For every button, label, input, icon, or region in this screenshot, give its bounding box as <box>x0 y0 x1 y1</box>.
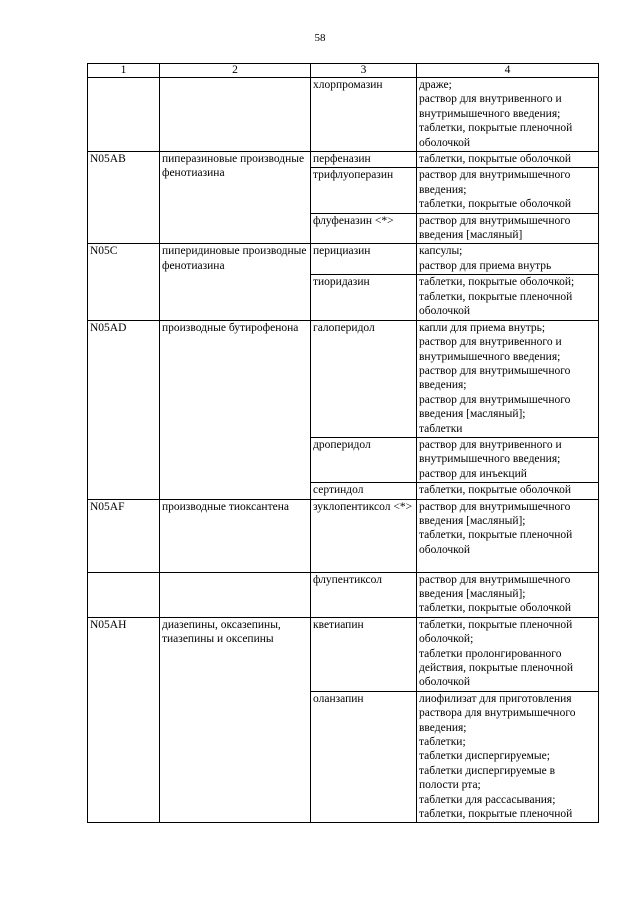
drug-name: хлорпромазин <box>311 78 417 152</box>
group-name: производные тиоксантена <box>160 499 311 572</box>
drug-name: дроперидол <box>311 437 417 482</box>
atc-code: N05AH <box>88 617 160 823</box>
dosage-forms: раствор для внутримышечного введения [масляный] <box>417 213 599 244</box>
atc-code: N05C <box>88 244 160 320</box>
table-row <box>88 320 599 437</box>
column-header: 2 <box>160 64 311 78</box>
atc-code-cell <box>88 572 160 617</box>
table-row <box>88 617 599 691</box>
table-row <box>88 78 599 152</box>
dosage-forms: капли для приема внутрь; раствор для внутривенного и внутримышечного введения; раствор для внутримышечного введения; раствор для внутримышечного введения [масляный]; таблетки <box>417 320 599 437</box>
dosage-forms: драже; раствор для внутривенного и внутримышечного введения; таблетки, покрытые пленочной оболочкой <box>417 78 599 152</box>
dosage-forms: таблетки, покрытые оболочкой; таблетки, покрытые пленочной оболочкой <box>417 275 599 320</box>
drug-name: флуфеназин <*> <box>311 213 417 244</box>
table-row <box>88 572 599 617</box>
column-header-row <box>88 64 599 78</box>
group-name: пиперидиновые производные фенотиазина <box>160 244 311 320</box>
drug-table <box>87 63 599 823</box>
drug-name: перфеназин <box>311 152 417 168</box>
dosage-forms: капсулы; раствор для приема внутрь <box>417 244 599 275</box>
drug-name: тиоридазин <box>311 275 417 320</box>
column-header: 3 <box>311 64 417 78</box>
dosage-forms: раствор для внутримышечного введения; таблетки, покрытые оболочкой <box>417 168 599 213</box>
column-header: 4 <box>417 64 599 78</box>
table-row <box>88 152 599 168</box>
group-name: производные бутирофенона <box>160 320 311 499</box>
table-row <box>88 499 599 572</box>
drug-name: зуклопентиксол <*> <box>311 499 417 572</box>
dosage-forms: лиофилизат для приготовления раствора для внутримышечного введения; таблетки; таблетки диспергируемые; таблетки диспергируемые в полости рта; таблетки для рассасывания; таблетки, покрытые пленочной <box>417 691 599 823</box>
group-cell <box>160 572 311 617</box>
dosage-forms: таблетки, покрытые пленочной оболочкой; таблетки пролонгированного действия, покрытые пленочной оболочкой <box>417 617 599 691</box>
drug-name: трифлуоперазин <box>311 168 417 213</box>
atc-code: N05AF <box>88 499 160 572</box>
group-name: пиперазиновые производные фенотиазина <box>160 152 311 244</box>
drug-name: кветиапин <box>311 617 417 691</box>
dosage-forms: раствор для внутривенного и внутримышечного введения; раствор для инъекций <box>417 437 599 482</box>
page-number: 58 <box>314 32 326 44</box>
table-row <box>88 244 599 275</box>
atc-code: N05AB <box>88 152 160 244</box>
dosage-forms: таблетки, покрытые оболочкой <box>417 152 599 168</box>
atc-code: N05AD <box>88 320 160 499</box>
dosage-forms: таблетки, покрытые оболочкой <box>417 483 599 499</box>
drug-name: флупентиксол <box>311 572 417 617</box>
drug-name: оланзапин <box>311 691 417 823</box>
column-header: 1 <box>88 64 160 78</box>
group-name: диазепины, оксазепины, тиазепины и оксепины <box>160 617 311 823</box>
drug-name: перициазин <box>311 244 417 275</box>
atc-code-cell <box>88 78 160 152</box>
dosage-forms: раствор для внутримышечного введения [масляный]; таблетки, покрытые пленочной оболочкой <box>417 499 599 572</box>
dosage-forms: раствор для внутримышечного введения [масляный]; таблетки, покрытые оболочкой <box>417 572 599 617</box>
drug-name: сертиндол <box>311 483 417 499</box>
drug-name: галоперидол <box>311 320 417 437</box>
group-cell <box>160 78 311 152</box>
